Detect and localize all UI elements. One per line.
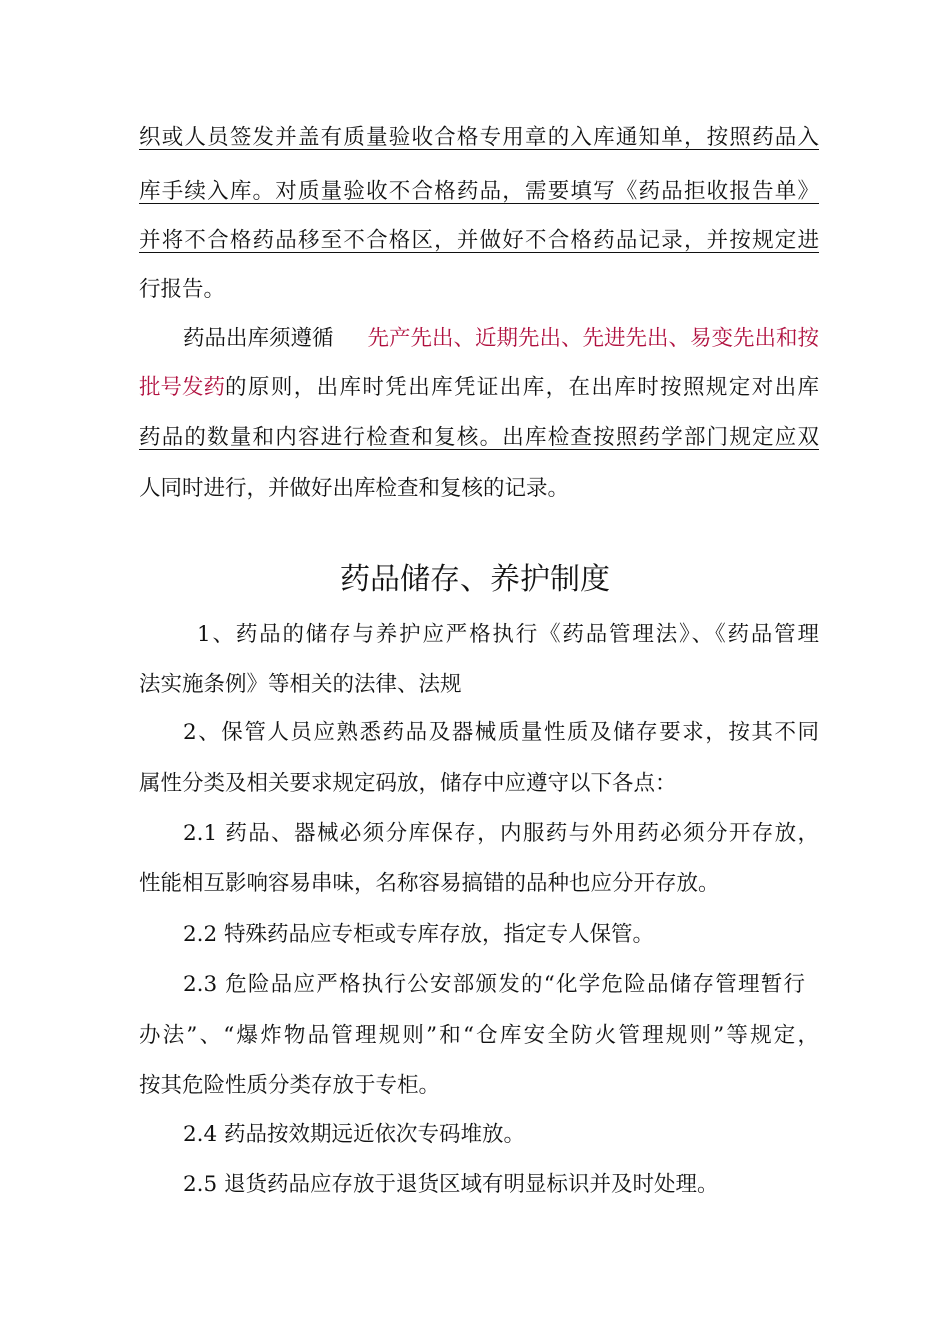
section-title: 药品储存、养护制度 xyxy=(340,562,610,597)
paragraph-line xyxy=(183,324,819,354)
highlighted-text: 批号发药 xyxy=(139,375,226,400)
paragraph-line: 药品的数量和内容进行检查和复核。出库检查按照药学部门规定应双 xyxy=(139,425,819,450)
text-run: 的原则，出库时凭出库凭证出库，在出库时按照规定对出库 xyxy=(225,375,819,400)
list-item-line: 属性分类及相关要求规定码放，储存中应遵守以下各点： xyxy=(139,771,677,796)
list-item-line: 2、保管人员应熟悉药品及器械质量性质及储存要求，按其不同 xyxy=(183,720,819,745)
paragraph-line: 库手续入库。对质量验收不合格药品，需要填写《药品拒收报告单》 xyxy=(139,179,819,204)
paragraph-line: 行报告。 xyxy=(139,277,226,302)
text-run: 药品出库须遵循 xyxy=(183,326,334,351)
list-item-line: 2.5 退货药品应存放于退货区域有明显标识并及时处理。 xyxy=(183,1172,719,1197)
paragraph-line: 人同时进行，并做好出库检查和复核的记录。 xyxy=(139,476,570,501)
list-item-line: 办法”、“爆炸物品管理规则”和“仓库安全防火管理规则”等规定， xyxy=(139,1023,819,1048)
list-item-line: 2.2 特殊药品应专柜或专库存放，指定专人保管。 xyxy=(183,922,655,947)
list-item-line: 按其危险性质分类存放于专柜。 xyxy=(139,1073,441,1098)
paragraph-line: 织或人员签发并盖有质量验收合格专用章的入库通知单，按照药品入 xyxy=(139,125,819,150)
list-item-line: 2.1 药品、器械必须分库保存，内服药与外用药必须分开存放， xyxy=(183,821,819,846)
list-item-line: 2.3 危险品应严格执行公安部颁发的“化学危险品储存管理暂行 xyxy=(183,972,805,997)
list-item-line: 2.4 药品按效期远近依次专码堆放。 xyxy=(183,1122,526,1147)
highlighted-text: 先产先出、近期先出、先进先出、易变先出和按 xyxy=(367,326,819,351)
paragraph-line xyxy=(139,373,819,403)
list-item-line: 性能相互影响容易串味，名称容易搞错的品种也应分开存放。 xyxy=(139,871,720,896)
list-item-line: 1、药品的储存与养护应严格执行《药品管理法》、《药品管理 xyxy=(197,622,819,647)
paragraph-line: 并将不合格药品移至不合格区，并做好不合格药品记录，并按规定进 xyxy=(139,228,819,253)
list-item-line: 法实施条例》等相关的法律、法规 xyxy=(139,672,462,697)
